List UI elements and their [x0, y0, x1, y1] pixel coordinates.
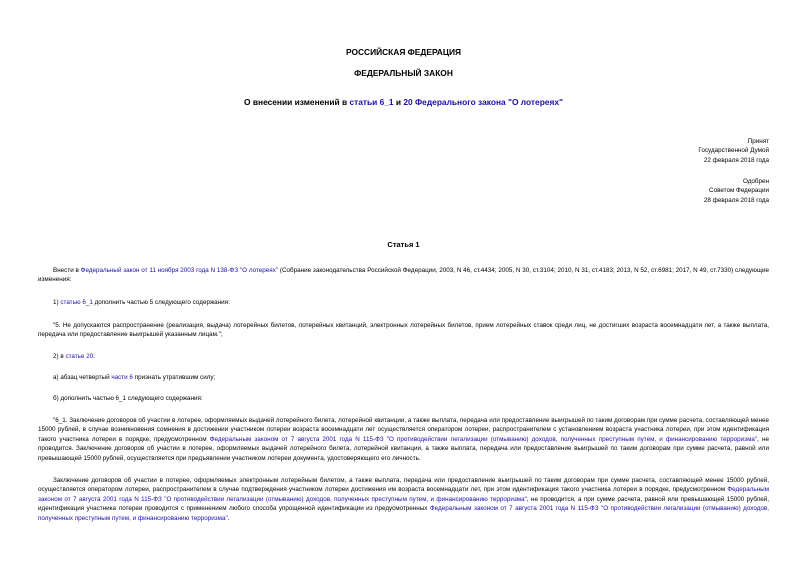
- item-1-text-a: 1): [53, 299, 61, 306]
- aml-law-link[interactable]: Федеральным законом от 7 августа 2001 года N 115-ФЗ "О противодействии легализации (отмыванию) доходов, полученных преступным путем, и финансированию терроризма": [209, 435, 758, 443]
- law-type-heading: ФЕДЕРАЛЬНЫЙ ЗАКОН: [354, 68, 453, 78]
- paragraph-item-2: [38, 352, 769, 361]
- approved-label: Одобрен: [742, 178, 769, 185]
- paragraph-part-5: [38, 321, 769, 340]
- part-6-link[interactable]: части 6: [111, 374, 133, 381]
- item-a-text-b: признать утратившим силу;: [132, 374, 216, 381]
- law-title: [0, 97, 807, 107]
- paragraph-item-1: [38, 298, 769, 307]
- part-6-1-text-a: "6_1. Заключение договоров об участии в лотерее, оформляемых выдачей лотерейного билета, лотерейной квитанции, а также выплата, передача или предоставление выигрышей по таким договорам при сумме расчета, составляющей менее 15000 рублей, в случае возникновения сомнения в достижении участником лотереи возраста восемнадцати лет осуществляется оператором лотереи, распространителем с установлением возраста участника лотереи, при этом идентификация такого участника лотереи в порядке, предусмотренном: [38, 417, 769, 443]
- adopted-date: 22 февраля 2018 года: [703, 156, 769, 164]
- article-20-body-link[interactable]: статье 20: [65, 353, 94, 360]
- approved-date: 28 февраля 2018 года: [703, 196, 769, 204]
- lottery-law-link[interactable]: Федеральный закон от 11 ноября 2003 года N 138-ФЗ "О лотереях": [80, 267, 279, 274]
- paragraph-part-6-1: [38, 416, 769, 463]
- approved-body: Советом Федерации: [709, 187, 769, 195]
- adopted-block: [569, 137, 769, 165]
- paragraph-electronic: [38, 476, 769, 523]
- article-6-1-body-link[interactable]: статью 6_1: [60, 299, 93, 306]
- paragraph-intro: [38, 266, 769, 285]
- country-heading: РОССИЙСКАЯ ФЕДЕРАЦИЯ: [345, 47, 462, 57]
- intro-text-b: (Собрание законодательства Российской Федерации, 2003, N 46, ст.4434; 2005, N 30, ст.3104; 2010, N 31, ст.4183; 2013, N 52, ст.6981; 2017, N 49, ст.7330) следующие изменения:: [38, 267, 769, 284]
- item-2-text-b: :: [93, 353, 95, 360]
- item-b-text: б) дополнить частью 6_1 следующего содержания:: [53, 395, 203, 402]
- article-6-1-link[interactable]: статьи 6_1: [349, 97, 394, 107]
- item-1-text-b: дополнить частью 5 следующего содержания:: [92, 299, 230, 306]
- electronic-text-c: .: [227, 514, 230, 522]
- paragraph-item-a: [38, 373, 769, 382]
- item-2-text-a: 2) в: [53, 353, 66, 360]
- aml-law-link-3[interactable]: Федеральным законом от 7 августа 2001 года N 115-ФЗ "О противодействии легализации (отмыванию) доходов, полученных преступным путем, и финансированию терроризма": [38, 505, 769, 522]
- electronic-text-a: Заключение договоров об участии в лотерее, оформляемых электронным лотерейным билетом, а также выплата, передача или предоставление выигрышей по таким договорам при сумме расчета, составляющей менее 15000 рублей, осуществляется оператором лотереи, распространителем в случае подтверждения участником лотереи достижения им возраста восемнадцати лет, при этом идентификация такого участника лотереи в порядке, предусмотренном: [38, 477, 769, 494]
- law-title-prefix: О внесении изменений в: [244, 97, 350, 107]
- electronic-text-b: , не проводится, а при сумме расчета, равной или превышающей 15000 рублей, идентификация участника лотереи проводится с применением любого способа упрощенной идентификации из предусмотренных: [38, 495, 769, 513]
- item-a-text-a: а) абзац четвертый: [53, 374, 112, 381]
- aml-law-link-2[interactable]: Федеральным законом от 7 августа 2001 года N 115-ФЗ "О противодействии легализации (отмыванию) доходов, полученных преступным путем, и финансированию терроризма": [38, 486, 769, 503]
- approved-block: [569, 177, 769, 205]
- law-title-mid: и: [393, 97, 404, 107]
- paragraph-item-b: [38, 394, 769, 403]
- article-20-link[interactable]: 20 Федерального закона "О лотереях": [403, 97, 563, 107]
- part-5-text: "5. Не допускаются распространение (реализация, выдача) лотерейных билетов, лотерейных квитанций, электронных лотерейных билетов, прием лотерейных ставок среди лиц, не достигших возраста восемнадцати лет, а также выплата, передача или предоставление выигрышей указанным лицам.";: [38, 322, 769, 339]
- article-title: Статья 1: [387, 240, 420, 249]
- part-6-1-text-b: , не проводится. Заключение договоров об участии в лотерее, оформляемых выдачей лотерейного билета, лотерейной квитанции, а также выплата, передача или предоставление выигрышей по таким договорам при сумме расчета, равной или превышающей 15000 рублей, осуществляется при предъявлении участником лотереи документа, удостоверяющего его личность.: [38, 435, 769, 462]
- intro-text-a: Внести в: [53, 267, 81, 274]
- adopted-body: Государственной Думой: [698, 147, 769, 155]
- adopted-label: Принят: [747, 138, 769, 145]
